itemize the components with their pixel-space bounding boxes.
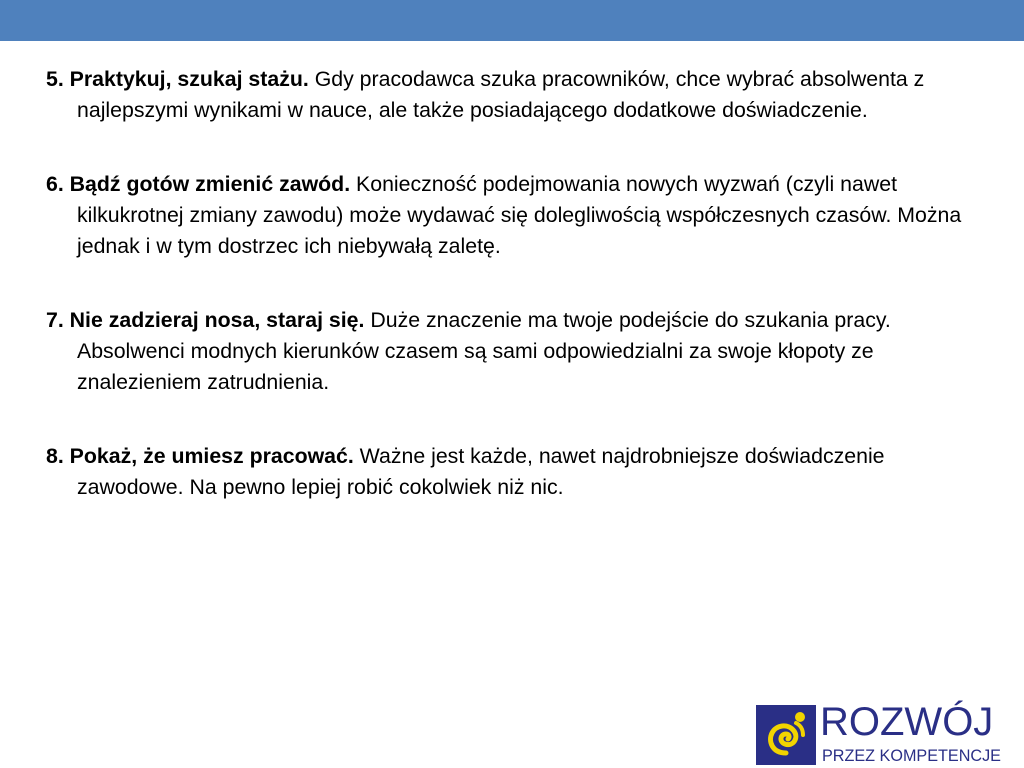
point-6-body: Konieczność podejmowania nowych wyzwań (czyli nawet kilkukrotnej zmiany zawodu) może wydawać się dolegliwością współczesnych czasów. Można jednak i w tym dostrzec ich niebywałą zaletę. — [77, 172, 962, 258]
point-6 — [46, 169, 996, 262]
spiral-figure-icon — [756, 705, 816, 765]
point-8-body: Ważne jest każde, nawet najdrobniejsze doświadczenie zawodowe. Na pewno lepiej robić cokolwiek niż nic. — [77, 444, 885, 499]
rozwoj-logo — [756, 700, 1024, 768]
point-7 — [46, 305, 996, 398]
logo-title: ROZWÓJ — [820, 700, 994, 744]
point-8-lead: 8. Pokaż, że umiesz pracować. — [46, 444, 354, 468]
point-8 — [46, 441, 996, 503]
point-5 — [46, 64, 996, 126]
slide-content — [46, 64, 996, 546]
point-5-body: Gdy pracodawca szuka pracowników, chce wybrać absolwenta z najlepszymi wynikami w nauce, ale także posiadającego dodatkowe doświadczenie. — [77, 67, 925, 122]
point-7-body: Duże znaczenie ma twoje podejście do szukania pracy. Absolwenci modnych kierunków czasem są sami odpowiedzialni za swoje kłopoty ze znalezieniem zatrudnienia. — [77, 308, 891, 394]
point-7-lead: 7. Nie zadzieraj nosa, staraj się. — [46, 308, 365, 332]
point-6-lead: 6. Bądź gotów zmienić zawód. — [46, 172, 351, 196]
logo-subtitle: PRZEZ KOMPETENCJE — [822, 747, 1001, 765]
header-bar — [0, 0, 1024, 41]
point-5-lead: 5. Praktykuj, szukaj stażu. — [46, 67, 309, 91]
